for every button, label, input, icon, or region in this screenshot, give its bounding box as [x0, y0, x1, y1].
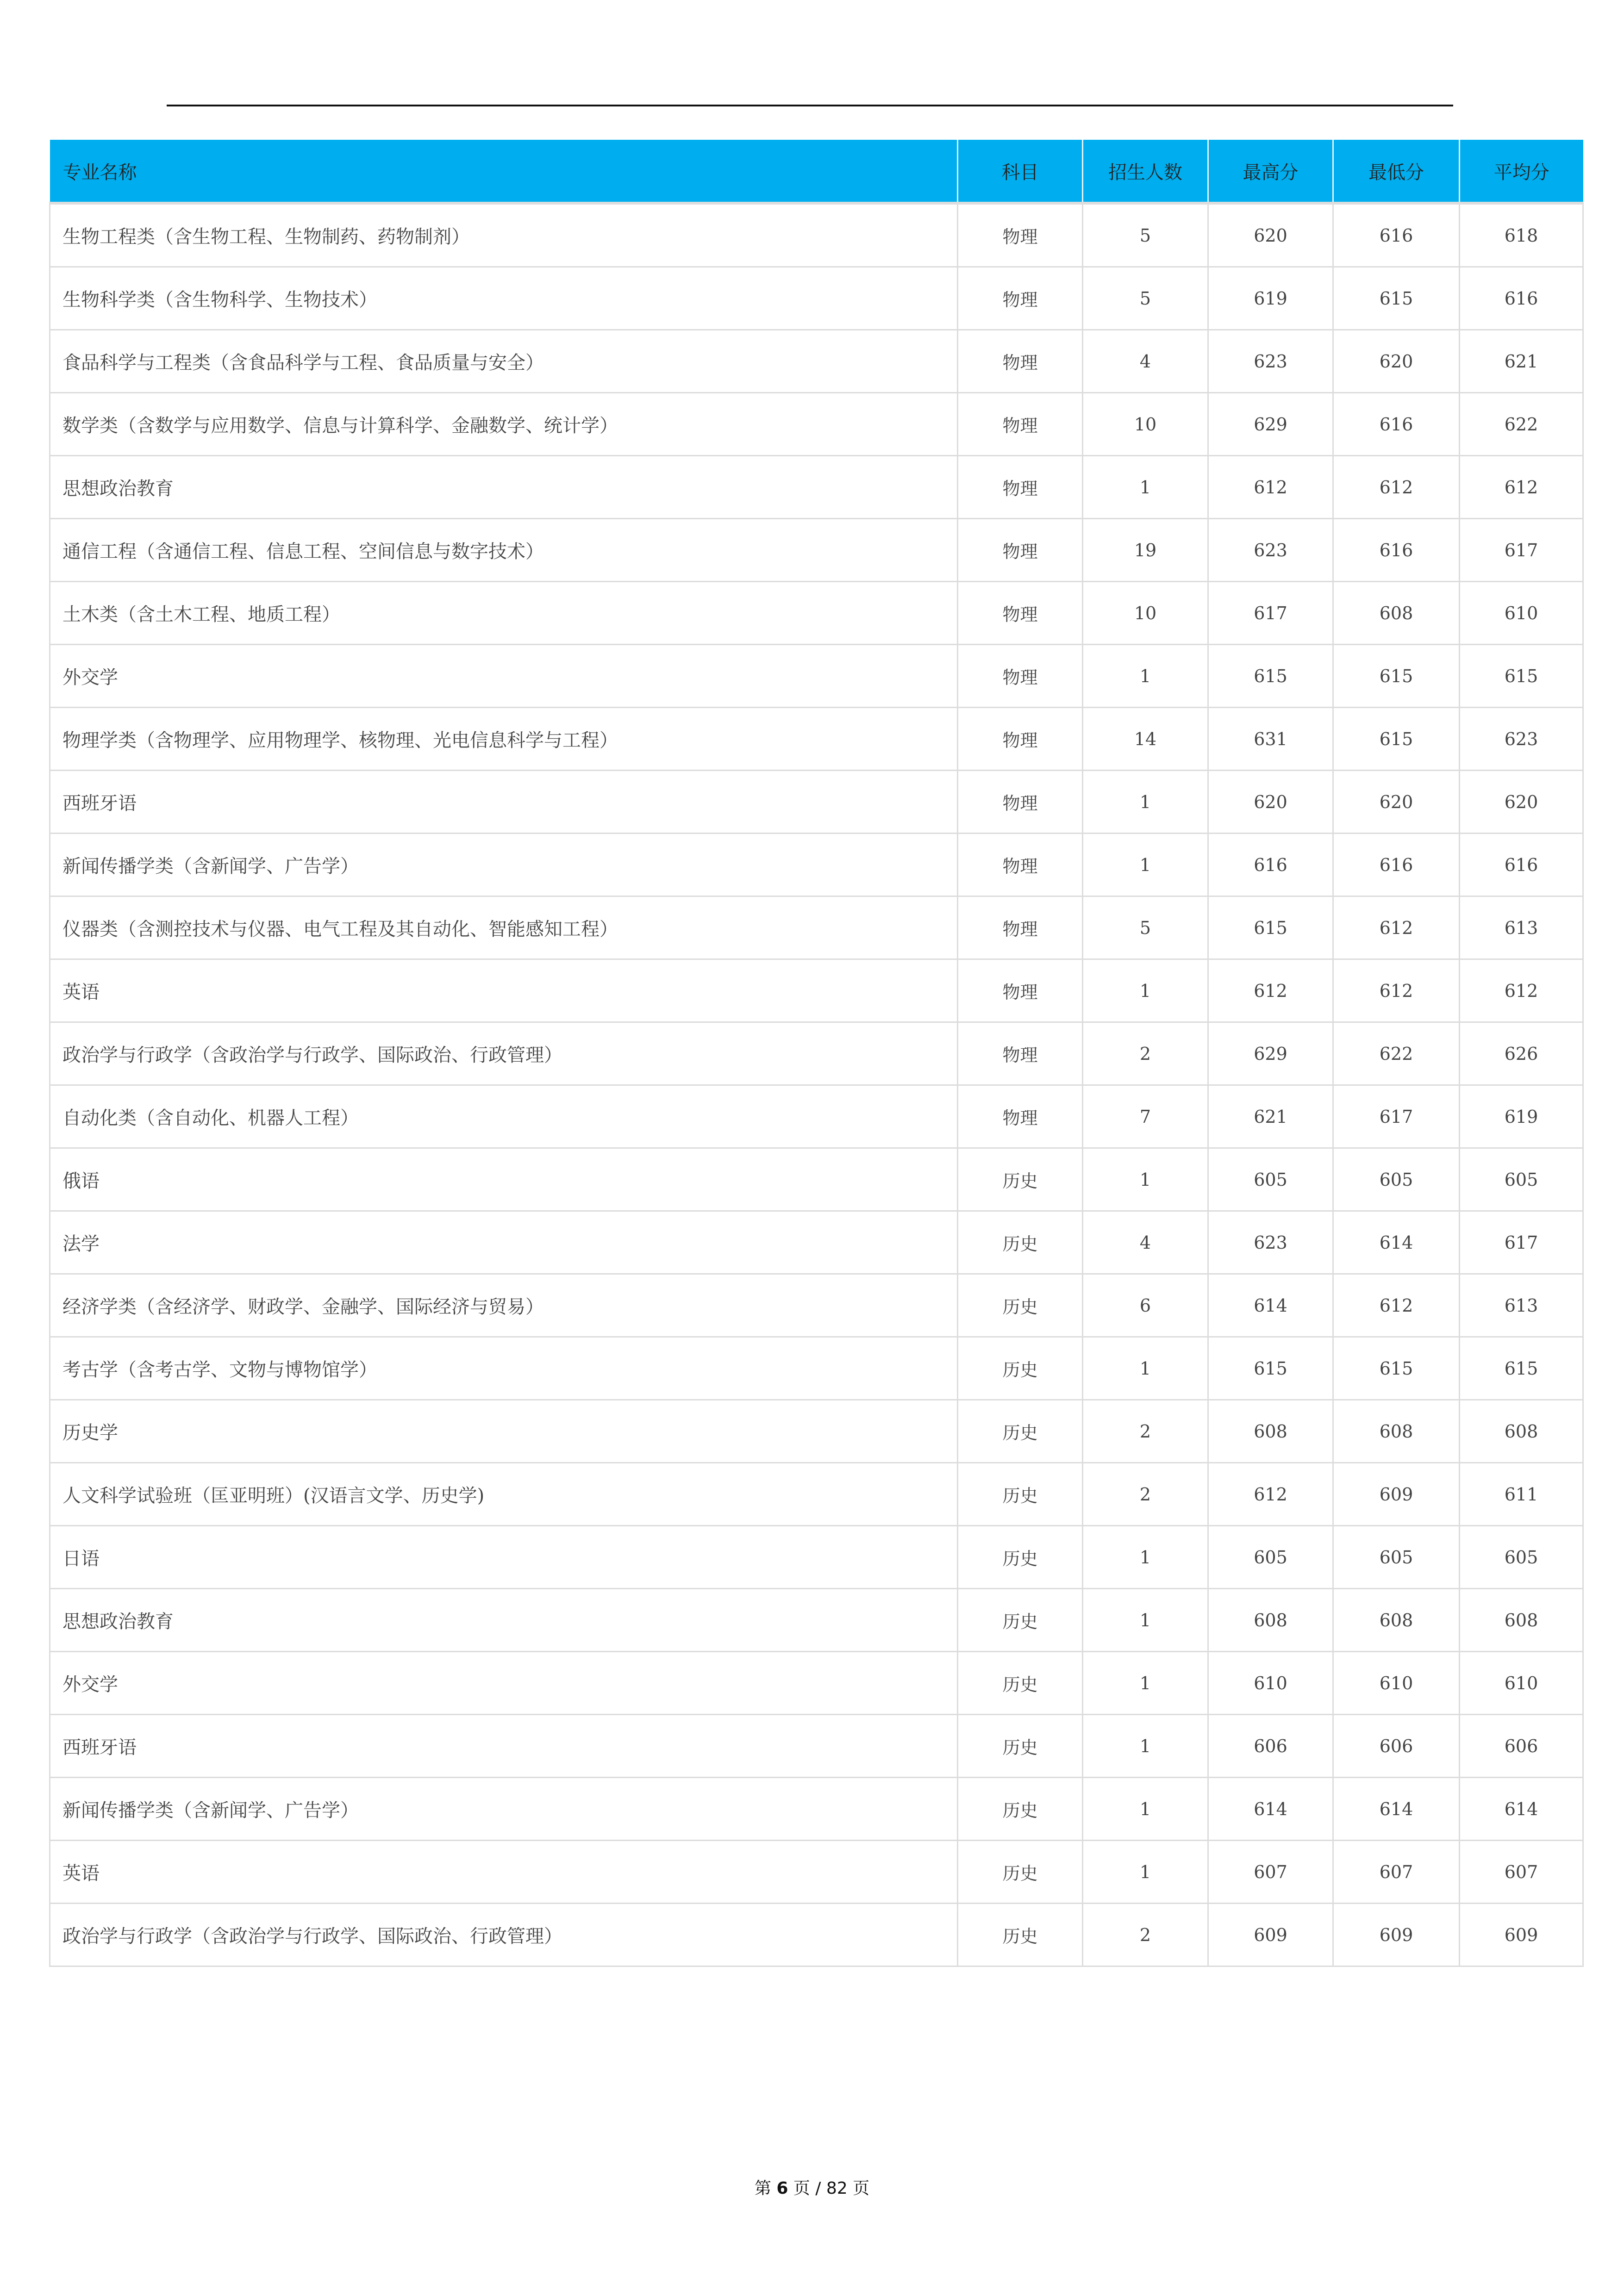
cell-max-score: 612: [1208, 456, 1333, 519]
table-row: [50, 393, 1583, 456]
table-row: [50, 1211, 1583, 1274]
table-row: [50, 519, 1583, 582]
table-row: [50, 203, 1583, 267]
cell-avg-score: 610: [1460, 582, 1583, 645]
table-row: [50, 959, 1583, 1022]
cell-subject: 历史: [958, 1337, 1083, 1400]
cell-major-name: 仪器类（含测控技术与仪器、电气工程及其自动化、智能感知工程）: [50, 896, 958, 959]
cell-enrollment: 2: [1083, 1904, 1208, 1966]
cell-min-score: 616: [1333, 834, 1460, 896]
cell-avg-score: 605: [1460, 1148, 1583, 1211]
cell-enrollment: 1: [1083, 771, 1208, 834]
table-row: [50, 834, 1583, 896]
cell-min-score: 612: [1333, 1274, 1460, 1337]
cell-avg-score: 612: [1460, 456, 1583, 519]
cell-avg-score: 608: [1460, 1400, 1583, 1463]
cell-enrollment: 1: [1083, 1589, 1208, 1652]
cell-max-score: 614: [1208, 1778, 1333, 1841]
header-subject: 科目: [958, 140, 1083, 203]
total-page-number: 82: [826, 2179, 848, 2198]
cell-subject: 历史: [958, 1148, 1083, 1211]
cell-enrollment: 4: [1083, 330, 1208, 393]
cell-subject: 物理: [958, 645, 1083, 708]
cell-min-score: 622: [1333, 1022, 1460, 1085]
cell-subject: 历史: [958, 1652, 1083, 1715]
page-label-suffix: 页: [847, 2179, 870, 2198]
cell-subject: 历史: [958, 1274, 1083, 1337]
cell-avg-score: 618: [1460, 203, 1583, 267]
cell-max-score: 623: [1208, 1211, 1333, 1274]
cell-min-score: 607: [1333, 1841, 1460, 1904]
cell-subject: 历史: [958, 1526, 1083, 1589]
cell-min-score: 608: [1333, 1589, 1460, 1652]
table-row: [50, 267, 1583, 330]
cell-subject: 物理: [958, 771, 1083, 834]
cell-enrollment: 4: [1083, 1211, 1208, 1274]
cell-major-name: 新闻传播学类（含新闻学、广告学）: [50, 1778, 958, 1841]
cell-subject: 物理: [958, 456, 1083, 519]
header-major-name: 专业名称: [50, 140, 958, 203]
cell-min-score: 615: [1333, 1337, 1460, 1400]
table-row: [50, 1337, 1583, 1400]
cell-max-score: 629: [1208, 393, 1333, 456]
cell-avg-score: 621: [1460, 330, 1583, 393]
cell-subject: 历史: [958, 1841, 1083, 1904]
cell-min-score: 608: [1333, 1400, 1460, 1463]
cell-min-score: 614: [1333, 1778, 1460, 1841]
cell-min-score: 620: [1333, 771, 1460, 834]
cell-max-score: 606: [1208, 1715, 1333, 1778]
cell-max-score: 608: [1208, 1400, 1333, 1463]
cell-enrollment: 2: [1083, 1022, 1208, 1085]
cell-avg-score: 619: [1460, 1085, 1583, 1148]
cell-avg-score: 605: [1460, 1526, 1583, 1589]
page-footer: [0, 2175, 1624, 2199]
cell-min-score: 605: [1333, 1526, 1460, 1589]
cell-subject: 物理: [958, 1085, 1083, 1148]
header-min-score: 最低分: [1333, 140, 1460, 203]
cell-major-name: 经济学类（含经济学、财政学、金融学、国际经济与贸易）: [50, 1274, 958, 1337]
cell-min-score: 612: [1333, 456, 1460, 519]
cell-min-score: 609: [1333, 1904, 1460, 1966]
cell-major-name: 外交学: [50, 645, 958, 708]
cell-min-score: 620: [1333, 330, 1460, 393]
cell-major-name: 数学类（含数学与应用数学、信息与计算科学、金融数学、统计学）: [50, 393, 958, 456]
cell-min-score: 605: [1333, 1148, 1460, 1211]
cell-subject: 历史: [958, 1211, 1083, 1274]
table-row: [50, 1022, 1583, 1085]
cell-major-name: 生物工程类（含生物工程、生物制药、药物制剂）: [50, 203, 958, 267]
cell-enrollment: 1: [1083, 834, 1208, 896]
cell-avg-score: 626: [1460, 1022, 1583, 1085]
cell-subject: 物理: [958, 834, 1083, 896]
cell-major-name: 食品科学与工程类（含食品科学与工程、食品质量与安全）: [50, 330, 958, 393]
cell-subject: 历史: [958, 1715, 1083, 1778]
table-row: [50, 645, 1583, 708]
cell-major-name: 西班牙语: [50, 1715, 958, 1778]
cell-min-score: 616: [1333, 519, 1460, 582]
cell-max-score: 631: [1208, 708, 1333, 771]
cell-major-name: 土木类（含土木工程、地质工程）: [50, 582, 958, 645]
cell-avg-score: 610: [1460, 1652, 1583, 1715]
header-rule: [167, 105, 1453, 106]
cell-max-score: 615: [1208, 896, 1333, 959]
cell-subject: 物理: [958, 959, 1083, 1022]
table-row: [50, 1526, 1583, 1589]
cell-avg-score: 615: [1460, 645, 1583, 708]
table-row: [50, 1274, 1583, 1337]
cell-avg-score: 616: [1460, 834, 1583, 896]
cell-max-score: 617: [1208, 582, 1333, 645]
table-row: [50, 708, 1583, 771]
cell-min-score: 612: [1333, 959, 1460, 1022]
cell-subject: 历史: [958, 1589, 1083, 1652]
cell-avg-score: 617: [1460, 519, 1583, 582]
cell-major-name: 考古学（含考古学、文物与博物馆学）: [50, 1337, 958, 1400]
table-body: [50, 203, 1583, 1966]
cell-major-name: 西班牙语: [50, 771, 958, 834]
cell-max-score: 615: [1208, 1337, 1333, 1400]
table-row: [50, 582, 1583, 645]
cell-min-score: 616: [1333, 393, 1460, 456]
cell-major-name: 俄语: [50, 1148, 958, 1211]
cell-major-name: 人文科学试验班（匡亚明班）(汉语言文学、历史学): [50, 1463, 958, 1526]
cell-subject: 物理: [958, 1022, 1083, 1085]
cell-min-score: 614: [1333, 1211, 1460, 1274]
table-row: [50, 1715, 1583, 1778]
cell-subject: 物理: [958, 582, 1083, 645]
page-label-middle: 页 /: [788, 2179, 826, 2198]
cell-min-score: 615: [1333, 645, 1460, 708]
cell-min-score: 615: [1333, 708, 1460, 771]
cell-max-score: 612: [1208, 1463, 1333, 1526]
cell-major-name: 英语: [50, 959, 958, 1022]
cell-avg-score: 615: [1460, 1337, 1583, 1400]
table-row: [50, 456, 1583, 519]
cell-min-score: 606: [1333, 1715, 1460, 1778]
cell-enrollment: 5: [1083, 203, 1208, 267]
table-row: [50, 1463, 1583, 1526]
cell-max-score: 620: [1208, 203, 1333, 267]
table-row: [50, 1652, 1583, 1715]
cell-enrollment: 1: [1083, 1715, 1208, 1778]
table-row: [50, 771, 1583, 834]
cell-avg-score: 622: [1460, 393, 1583, 456]
cell-subject: 物理: [958, 330, 1083, 393]
cell-subject: 物理: [958, 708, 1083, 771]
cell-enrollment: 5: [1083, 267, 1208, 330]
cell-subject: 物理: [958, 267, 1083, 330]
cell-min-score: 609: [1333, 1463, 1460, 1526]
cell-max-score: 623: [1208, 519, 1333, 582]
cell-enrollment: 6: [1083, 1274, 1208, 1337]
cell-major-name: 生物科学类（含生物科学、生物技术）: [50, 267, 958, 330]
cell-max-score: 612: [1208, 959, 1333, 1022]
cell-major-name: 英语: [50, 1841, 958, 1904]
table-row: [50, 1904, 1583, 1966]
cell-major-name: 法学: [50, 1211, 958, 1274]
cell-max-score: 629: [1208, 1022, 1333, 1085]
cell-avg-score: 608: [1460, 1589, 1583, 1652]
cell-min-score: 615: [1333, 267, 1460, 330]
cell-avg-score: 606: [1460, 1715, 1583, 1778]
table-row: [50, 1589, 1583, 1652]
cell-max-score: 615: [1208, 645, 1333, 708]
cell-max-score: 616: [1208, 834, 1333, 896]
cell-min-score: 617: [1333, 1085, 1460, 1148]
cell-major-name: 思想政治教育: [50, 456, 958, 519]
cell-subject: 物理: [958, 896, 1083, 959]
cell-avg-score: 611: [1460, 1463, 1583, 1526]
cell-avg-score: 623: [1460, 708, 1583, 771]
cell-max-score: 609: [1208, 1904, 1333, 1966]
cell-max-score: 623: [1208, 330, 1333, 393]
cell-enrollment: 1: [1083, 959, 1208, 1022]
table-row: [50, 1841, 1583, 1904]
cell-enrollment: 1: [1083, 1652, 1208, 1715]
cell-avg-score: 607: [1460, 1841, 1583, 1904]
cell-enrollment: 14: [1083, 708, 1208, 771]
cell-subject: 历史: [958, 1463, 1083, 1526]
cell-enrollment: 2: [1083, 1463, 1208, 1526]
table-row: [50, 1085, 1583, 1148]
cell-avg-score: 613: [1460, 896, 1583, 959]
cell-enrollment: 10: [1083, 582, 1208, 645]
cell-max-score: 620: [1208, 771, 1333, 834]
cell-avg-score: 614: [1460, 1778, 1583, 1841]
current-page-number: 6: [776, 2179, 788, 2198]
cell-subject: 历史: [958, 1904, 1083, 1966]
cell-avg-score: 620: [1460, 771, 1583, 834]
cell-max-score: 608: [1208, 1589, 1333, 1652]
cell-major-name: 政治学与行政学（含政治学与行政学、国际政治、行政管理）: [50, 1904, 958, 1966]
table-row: [50, 330, 1583, 393]
cell-max-score: 605: [1208, 1526, 1333, 1589]
cell-enrollment: 1: [1083, 1778, 1208, 1841]
header-max-score: 最高分: [1208, 140, 1333, 203]
cell-enrollment: 1: [1083, 1526, 1208, 1589]
cell-min-score: 610: [1333, 1652, 1460, 1715]
table-row: [50, 1400, 1583, 1463]
cell-major-name: 政治学与行政学（含政治学与行政学、国际政治、行政管理）: [50, 1022, 958, 1085]
cell-enrollment: 19: [1083, 519, 1208, 582]
cell-major-name: 思想政治教育: [50, 1589, 958, 1652]
cell-avg-score: 613: [1460, 1274, 1583, 1337]
cell-max-score: 619: [1208, 267, 1333, 330]
cell-major-name: 外交学: [50, 1652, 958, 1715]
admission-scores-table: [49, 140, 1584, 1967]
cell-avg-score: 612: [1460, 959, 1583, 1022]
header-avg-score: 平均分: [1460, 140, 1583, 203]
cell-enrollment: 7: [1083, 1085, 1208, 1148]
cell-avg-score: 609: [1460, 1904, 1583, 1966]
cell-enrollment: 10: [1083, 393, 1208, 456]
cell-enrollment: 5: [1083, 896, 1208, 959]
cell-major-name: 历史学: [50, 1400, 958, 1463]
cell-enrollment: 1: [1083, 1148, 1208, 1211]
table-header-row: [50, 140, 1583, 203]
cell-subject: 物理: [958, 203, 1083, 267]
cell-max-score: 621: [1208, 1085, 1333, 1148]
cell-max-score: 605: [1208, 1148, 1333, 1211]
page-label-prefix: 第: [754, 2179, 777, 2198]
table-row: [50, 896, 1583, 959]
cell-enrollment: 2: [1083, 1400, 1208, 1463]
cell-major-name: 日语: [50, 1526, 958, 1589]
cell-subject: 历史: [958, 1400, 1083, 1463]
cell-major-name: 物理学类（含物理学、应用物理学、核物理、光电信息科学与工程）: [50, 708, 958, 771]
cell-enrollment: 1: [1083, 456, 1208, 519]
cell-subject: 物理: [958, 393, 1083, 456]
cell-subject: 历史: [958, 1778, 1083, 1841]
cell-subject: 物理: [958, 519, 1083, 582]
cell-min-score: 612: [1333, 896, 1460, 959]
table-row: [50, 1148, 1583, 1211]
cell-avg-score: 617: [1460, 1211, 1583, 1274]
cell-major-name: 新闻传播学类（含新闻学、广告学）: [50, 834, 958, 896]
table-row: [50, 1778, 1583, 1841]
cell-enrollment: 1: [1083, 1841, 1208, 1904]
cell-major-name: 自动化类（含自动化、机器人工程）: [50, 1085, 958, 1148]
cell-enrollment: 1: [1083, 645, 1208, 708]
cell-max-score: 610: [1208, 1652, 1333, 1715]
cell-min-score: 616: [1333, 203, 1460, 267]
cell-min-score: 608: [1333, 582, 1460, 645]
header-enrollment: 招生人数: [1083, 140, 1208, 203]
cell-max-score: 614: [1208, 1274, 1333, 1337]
cell-enrollment: 1: [1083, 1337, 1208, 1400]
cell-major-name: 通信工程（含通信工程、信息工程、空间信息与数字技术）: [50, 519, 958, 582]
cell-max-score: 607: [1208, 1841, 1333, 1904]
cell-avg-score: 616: [1460, 267, 1583, 330]
